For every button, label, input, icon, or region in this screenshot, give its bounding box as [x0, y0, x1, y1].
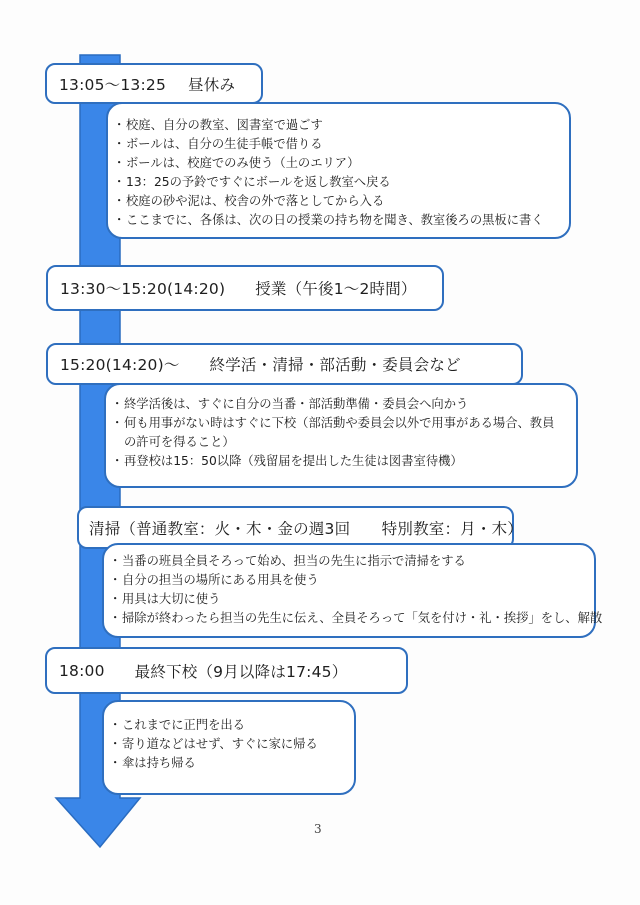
- list-item: ・ 用具は大切に使う: [114, 590, 584, 609]
- lunch-break-time: 13:05～13:25: [59, 75, 167, 94]
- lunch-break-header: [45, 63, 263, 104]
- list-item: ・ 再登校は15：50以降（残留届を提出した生徒は図書室待機）: [116, 452, 566, 471]
- list-item: ・ 校庭、自分の教室、図書室で過ごす: [118, 116, 559, 135]
- final-dismissal-header: [45, 647, 408, 694]
- afternoon-class-header: [46, 265, 444, 311]
- lunch-break-title: 昼休み: [188, 75, 236, 94]
- list-item: ・ 傘は持ち帰る: [114, 754, 344, 773]
- page-number: 3: [314, 822, 322, 836]
- after-school-header: [46, 343, 523, 385]
- list-item: ・ ここまでに、各係は、次の日の授業の持ち物を聞き、教室後ろの黒板に書く: [118, 211, 559, 230]
- list-item: ・ 何も用事がない時はすぐに下校（部活動や委員会以外で用事がある場合、教員の許可を得ること）: [116, 414, 566, 452]
- final-dismissal-title: 最終下校（9月以降は17:45）: [134, 662, 348, 681]
- cleaning-title: 清掃（普通教室：火・木・金の週3回 特別教室：月・木）: [89, 519, 523, 538]
- list-item: ・ これまでに正門を出る: [114, 716, 344, 735]
- after-school-title: 終学活・清掃・部活動・委員会など: [209, 356, 461, 374]
- list-item: ・ 掃除が終わったら担当の先生に伝え、全員そろって「気を付け・礼・挨拶」をし、解散: [114, 609, 584, 628]
- afternoon-class-title: 授業（午後1～2時間）: [255, 280, 417, 298]
- list-item: ・ 校庭の砂や泥は、校舎の外で落としてから入る: [118, 192, 559, 211]
- list-item: ・ ボールは、自分の生徒手帳で借りる: [118, 135, 559, 154]
- list-item: ・ 終学活後は、すぐに自分の当番・部活動準備・委員会へ向かう: [116, 395, 566, 414]
- list-item: ・ 寄り道などはせず、すぐに家に帰る: [114, 735, 344, 754]
- cleaning-details: [102, 543, 603, 638]
- list-item: ・ 自分の担当の場所にある用具を使う: [114, 571, 584, 590]
- after-school-details: [104, 383, 578, 488]
- after-school-time: 15:20(14:20)～: [60, 356, 180, 374]
- lunch-break-details: [106, 102, 571, 239]
- final-dismissal-time: 18:00: [59, 661, 105, 680]
- list-item: ・ 13：25の予鈴ですぐにボールを返し教室へ戻る: [118, 173, 559, 192]
- list-item: ・ ボールは、校庭でのみ使う（土のエリア）: [118, 154, 559, 173]
- list-item: ・ 当番の班員全員そろって始め、担当の先生に指示で清掃をする: [114, 552, 584, 571]
- final-dismissal-details: [102, 700, 356, 795]
- afternoon-class-time: 13:30～15:20(14:20): [60, 280, 226, 298]
